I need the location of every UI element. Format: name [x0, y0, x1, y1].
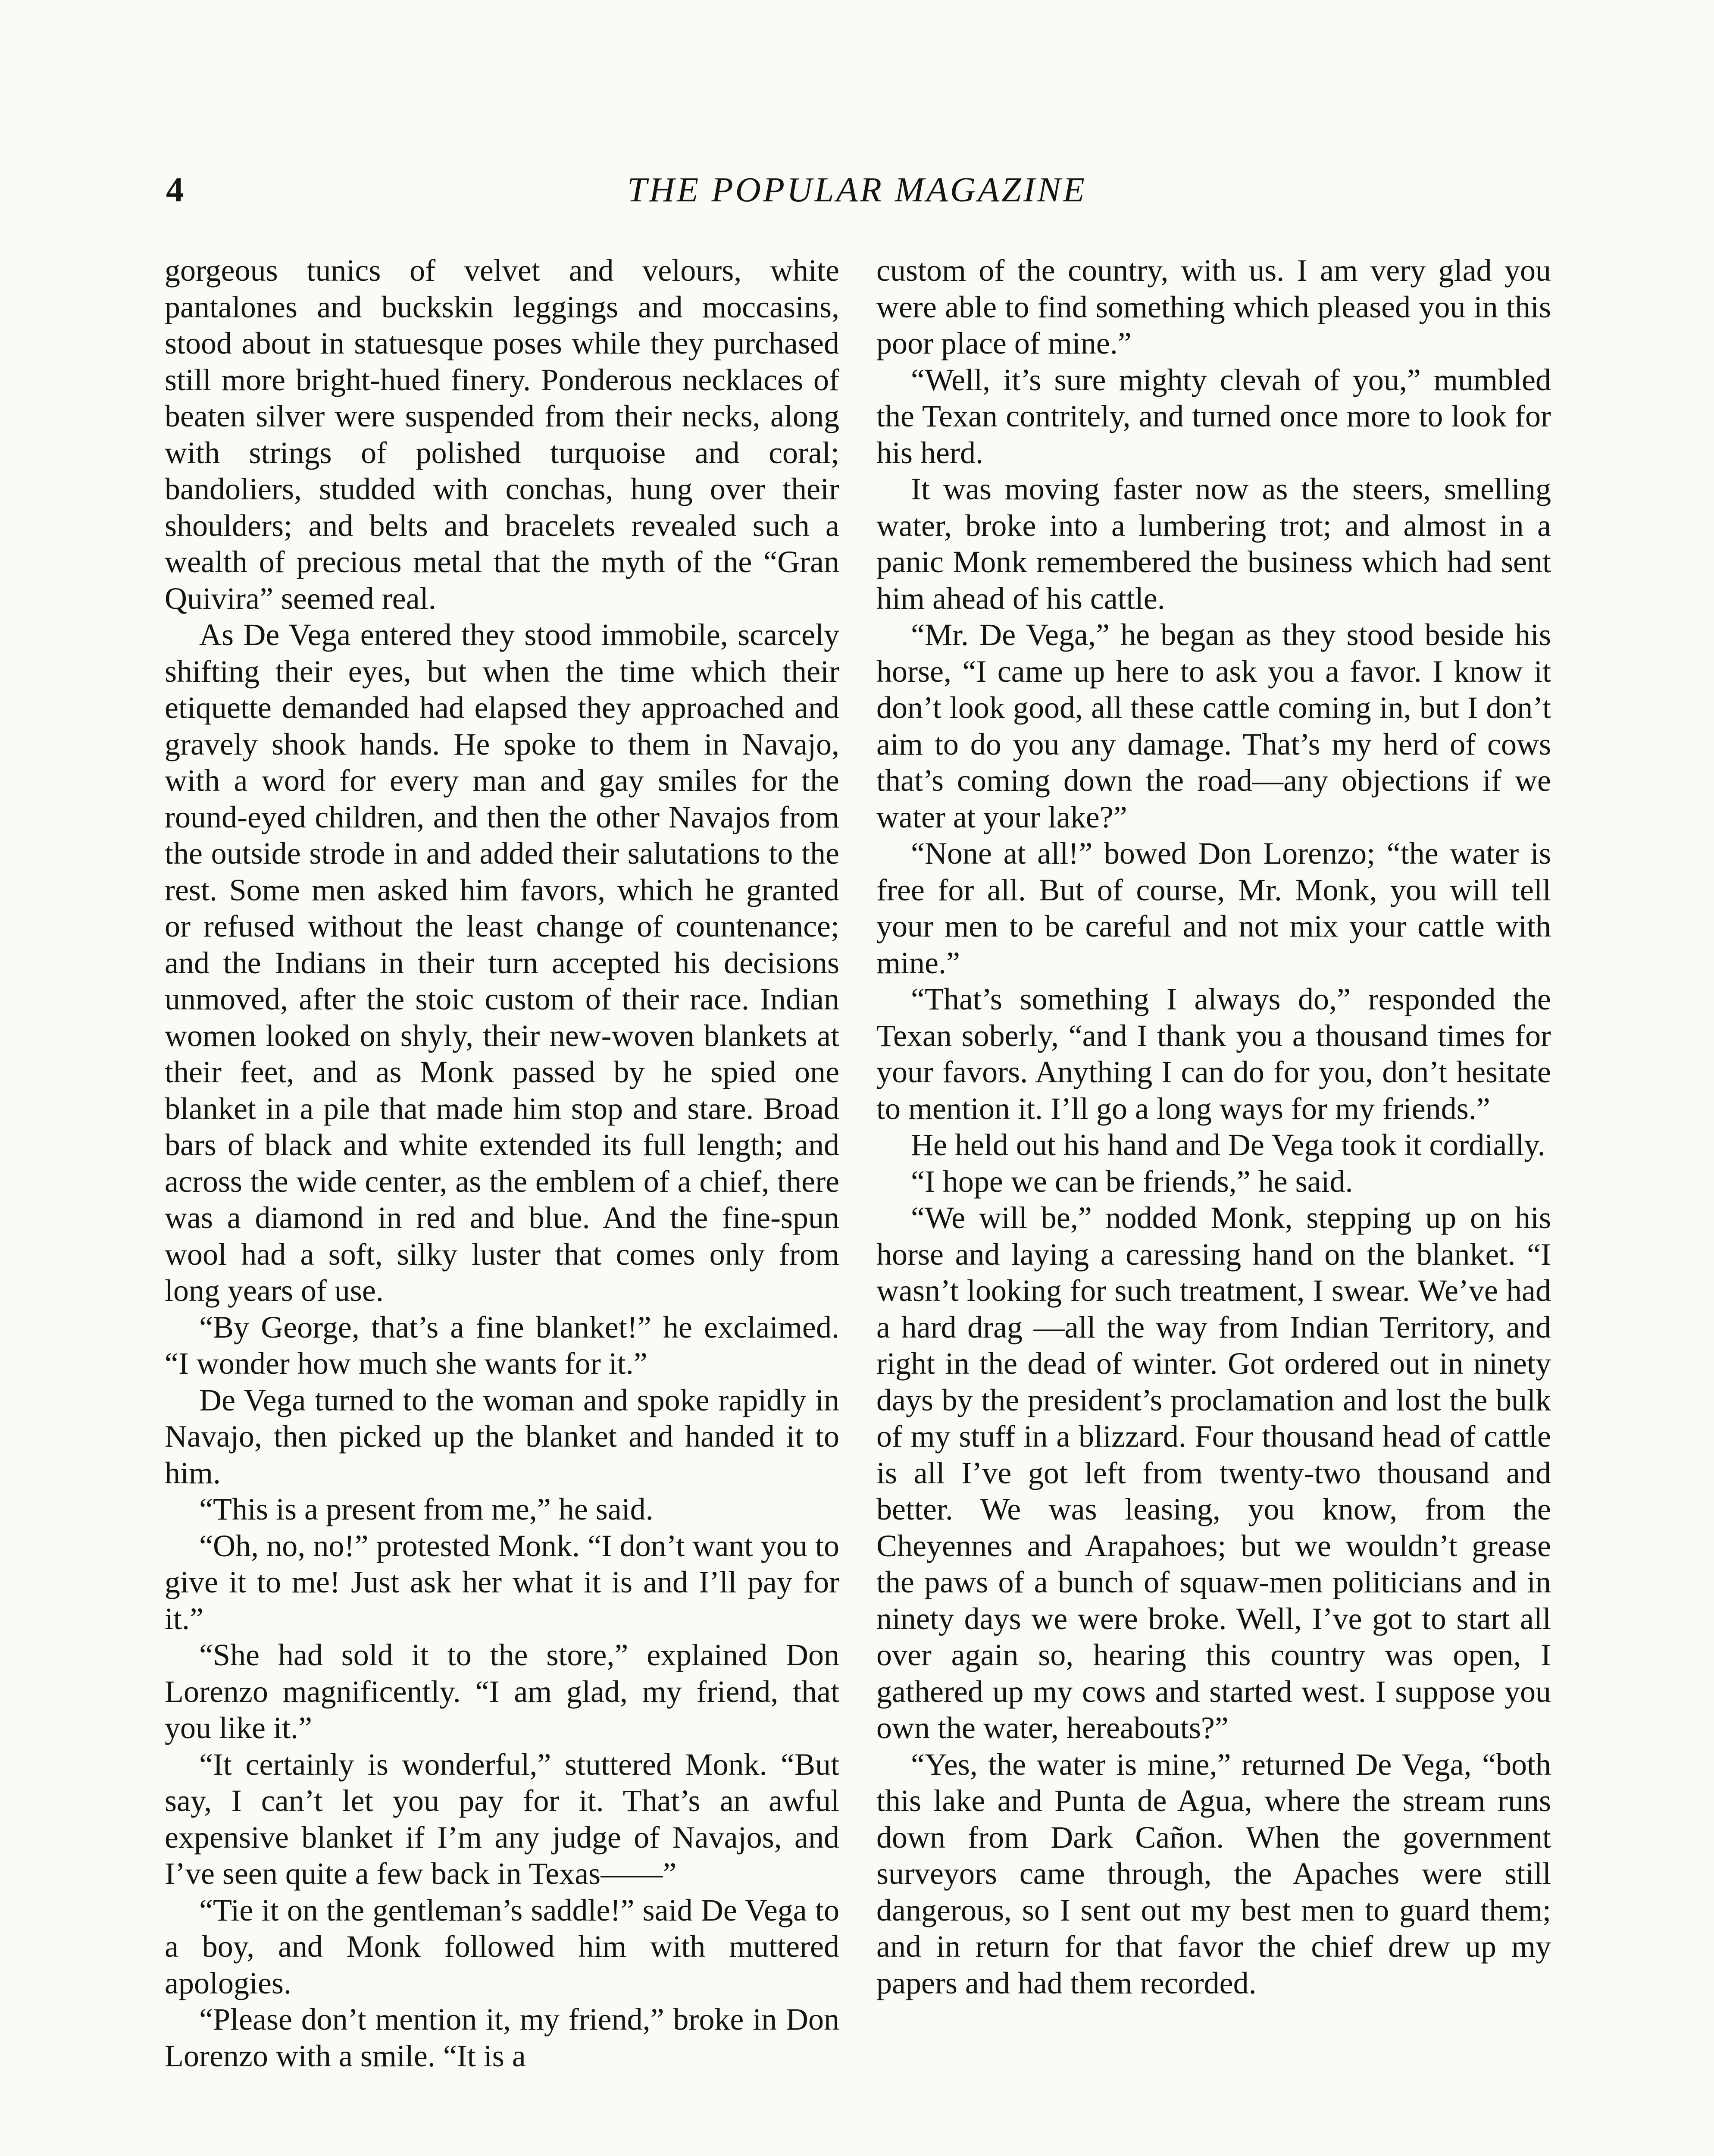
paragraph: “That’s something I always do,” responded the Texan soberly, “and I thank you a thousand times for your favors. Anything I can do for you, don’t hesitate to mention it. I’ll go a long ways for my friends.” — [876, 982, 1551, 1126]
paragraph: He held out his hand and De Vega took it cordially. — [911, 1128, 1545, 1162]
paragraph: gorgeous tunics of velvet and velours, white pantalones and buckskin leggings and moccasins, stood about in statuesque poses while they purchased still more bright-hued finery. Ponderous necklaces of beaten silver were suspended from their necks, along with strings of polished turquoise and coral; bandoliers, studded with conchas, hung over their shoulders; and belts and bracelets revealed such a wealth of precious metal that the myth of the “Gran Quivira” seemed real. — [165, 253, 839, 616]
paragraph: “None at all!” bowed Don Lorenzo; “the water is free for all. But of course, Mr. Monk, you will tell your men to be careful and not mix your cattle with mine.” — [876, 836, 1551, 980]
running-title: THE POPULAR MAGAZINE — [627, 170, 1087, 209]
paragraph: It was moving faster now as the steers, smelling water, broke into a lumbering trot; and almost in a panic Monk remembered the business which had sent him ahead of his cattle. — [876, 472, 1551, 616]
paragraph: “Please don’t mention it, my friend,” broke in Don Lorenzo with a smile. “It is a — [165, 2002, 839, 2073]
paragraph: “By George, that’s a fine blanket!” he exclaimed. “I wonder how much she wants for it.” — [165, 1310, 839, 1381]
paragraph: “I hope we can be friends,” he said. — [911, 1164, 1353, 1199]
right-text-column — [876, 252, 1551, 2001]
paragraph: “She had sold it to the store,” explained Don Lorenzo magnificently. “I am glad, my friend, that you like it.” — [165, 1638, 839, 1745]
left-text-column — [165, 252, 839, 2074]
paragraph: “Mr. De Vega,” he began as they stood beside his horse, “I came up here to ask you a favor. I know it don’t look good, all these cattle coming in, but I don’t aim to do you any damage. That’s my herd of cows that’s coming down the road—any objections if we water at your lake?” — [876, 617, 1551, 834]
paragraph: “We will be,” nodded Monk, stepping up on his horse and laying a caressing hand on the blanket. “I wasn’t looking for such treatment, I swear. We’ve had a hard drag —all the way from Indian Territory, and right in the dead of winter. Got ordered out in ninety days by the president’s proclamation and lost the bulk of my stuff in a blizzard. Four thousand head of cattle is all I’ve got left from twenty-two thousand and better. We was leasing, you know, from the Cheyennes and Arapahoes; but we wouldn’t grease the paws of a bunch of squaw-men politicians and in ninety days we were broke. Well, I’ve got to start all over again so, hearing this country was open, I gathered up my cows and started west. I suppose you own the water, hereabouts?” — [876, 1200, 1551, 1745]
page-header — [0, 164, 1714, 216]
paragraph: As De Vega entered they stood immobile, scarcely shifting their eyes, but when the time which their etiquette demanded had elapsed they approached and gravely shook hands. He spoke to them in Navajo, with a word for every man and gay smiles for the round-eyed children, and then the other Navajos from the outside strode in and added their salutations to the rest. Some men asked him favors, which he granted or refused without the least change of countenance; and the Indians in their turn accepted his decisions unmoved, after the stoic custom of their race. Indian women looked on shyly, their new-woven blankets at their feet, and as Monk passed by he spied one blanket in a pile that made him stop and stare. Broad bars of black and white extended its full length; and across the wide center, as the emblem of a chief, there was a diamond in red and blue. And the fine-spun wool had a soft, silky luster that comes only from long years of use. — [165, 617, 839, 1308]
paragraph: “Well, it’s sure mighty clevah of you,” mumbled the Texan contritely, and turned once more to look for his herd. — [876, 362, 1551, 470]
paragraph: De Vega turned to the woman and spoke rapidly in Navajo, then picked up the blanket and handed it to him. — [165, 1382, 839, 1490]
paragraph: “Yes, the water is mine,” returned De Vega, “both this lake and Punta de Agua, where the stream runs down from Dark Cañon. When the government surveyors came through, the Apaches were still dangerous, so I sent out my best men to guard them; and in return for that favor the chief drew up my papers and had them recorded. — [876, 1747, 1551, 2000]
page-number: 4 — [166, 170, 184, 209]
paragraph: “It certainly is wonderful,” stuttered Monk. “But say, I can’t let you pay for it. That’s an awful expensive blanket if I’m any judge of Navajos, and I’ve seen quite a few back in Texas——” — [165, 1747, 839, 1891]
paragraph: “This is a present from me,” he said. — [199, 1492, 654, 1526]
paragraph: “Tie it on the gentleman’s saddle!” said De Vega to a boy, and Monk followed him with muttered apologies. — [165, 1893, 839, 2000]
paragraph: custom of the country, with us. I am very glad you were able to find something which pleased you in this poor place of mine.” — [876, 253, 1551, 360]
paragraph: “Oh, no, no!” protested Monk. “I don’t want you to give it to me! Just ask her what it is and I’ll pay for it.” — [165, 1528, 839, 1636]
